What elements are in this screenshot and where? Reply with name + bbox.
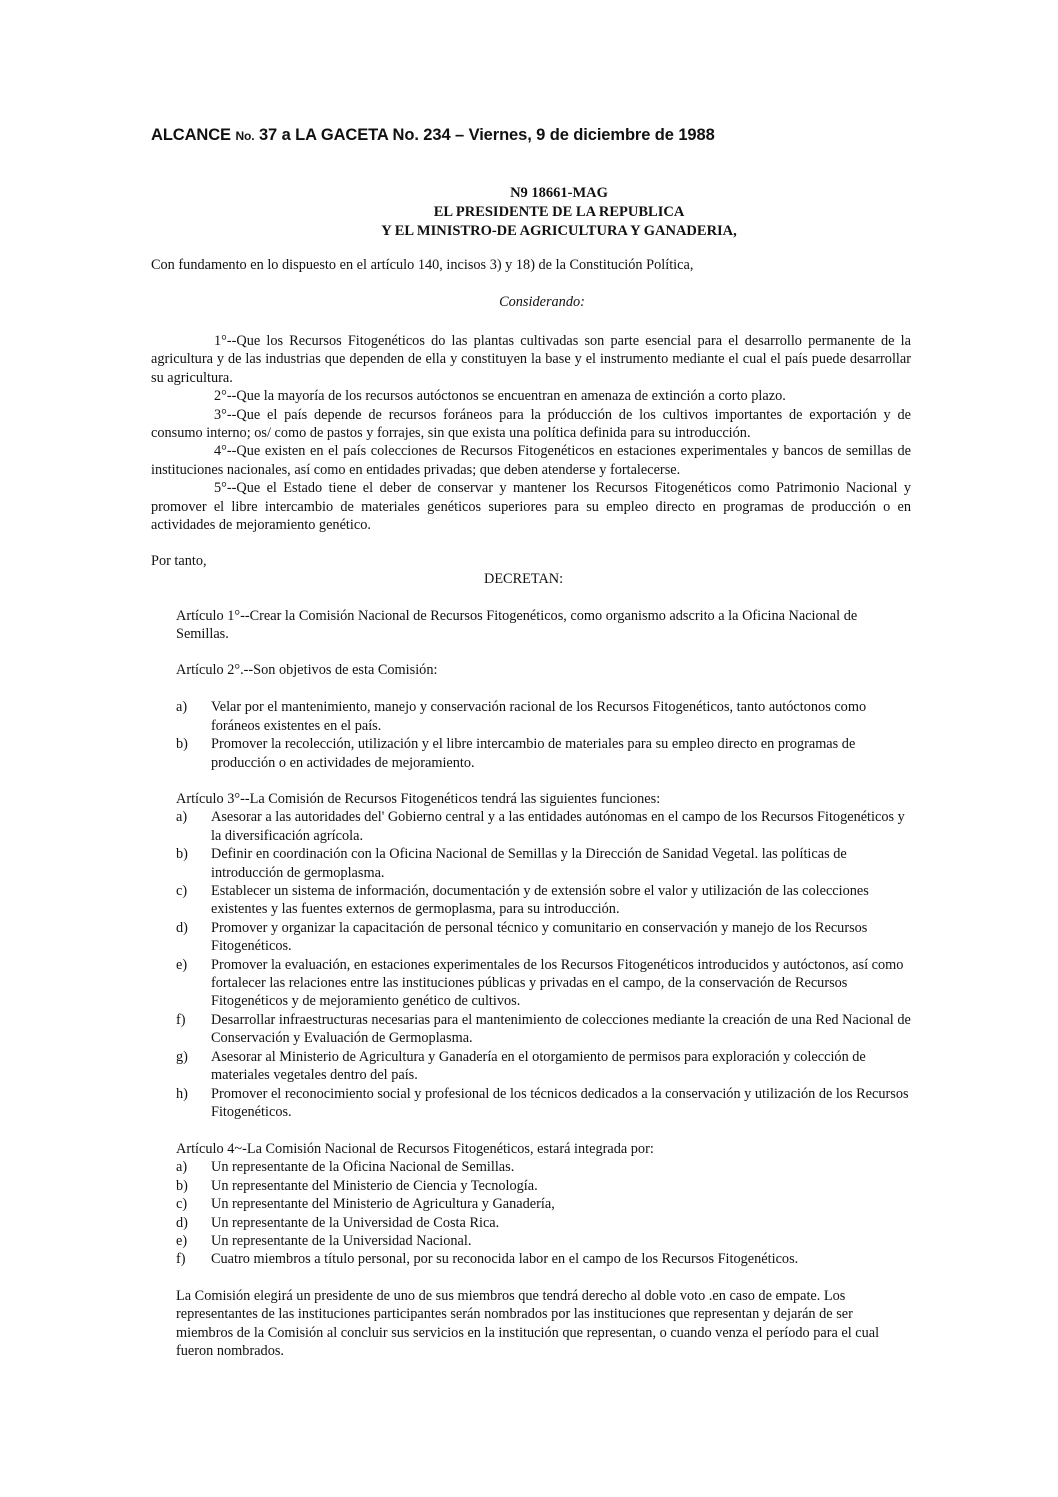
list-item-label: b) (176, 846, 188, 863)
list-item (176, 1158, 911, 1176)
list-item-label: a) (176, 1159, 188, 1176)
considerandos-section (151, 332, 911, 534)
list-item (176, 1232, 911, 1250)
list-item-label: c) (176, 1196, 188, 1213)
considerando-5: 5°--Que el Estado tiene el deber de conservar y mantener los Recursos Fitogenéticos como Patrimonio Nacional y promover el libre intercambio de materiales genéticos superiores para su empleo directo en programas de producción o en actividades de mejoramiento genético. (151, 480, 911, 534)
header-no-abbrev: No. (235, 129, 255, 143)
list-item (176, 845, 911, 882)
cierre-paragraph (176, 1287, 911, 1361)
list-item-label: e) (176, 956, 188, 973)
decree-title (0, 184, 1058, 241)
list-item-label: b) (176, 1177, 188, 1194)
considerando-4: 4°--Que existen en el país colecciones de Recursos Fitogenéticos en estaciones experimentales y bancos de semillas de instituciones nacionales, así como en entidades privadas; que deben atenderse y fortalecerse. (151, 443, 911, 478)
list-item (176, 1177, 911, 1195)
list-item-text: Un representante del Ministerio de Ciencia y Tecnología. (211, 1177, 538, 1194)
list-item-text: Promover y organizar la capacitación de personal técnico y comunitario en conservación y manejo de los Recursos Fitogenéticos. (211, 919, 868, 955)
decretan: DECRETAN: (484, 571, 564, 587)
list-item (176, 1214, 911, 1232)
articulo-3-intro: Artículo 3°--La Comisión de Recursos Fitogenéticos tendrá las siguientes funciones: (176, 791, 661, 807)
list-item (176, 808, 911, 845)
list-item-text: Un representante de la Universidad de Costa Rica. (211, 1214, 500, 1231)
list-item-label: c) (176, 883, 188, 900)
list-item (176, 1195, 911, 1213)
list-item (176, 1011, 911, 1048)
list-item-text: Un representante de la Universidad Nacional. (211, 1233, 472, 1250)
considerando-3: 3°--Que el país depende de recursos foráneos para la próducción de los cultivos importantes de exportación y de consumo interno; os/ como de pastos y forrajes, sin que exista una política definida para su introducción. (151, 406, 911, 442)
considerando-heading (0, 293, 1058, 311)
list-item (176, 1085, 911, 1122)
articulo-3 (176, 790, 911, 1121)
list-item-text: Establecer un sistema de información, documentación y de extensión sobre el valor y utilización de las colecciones existentes y las fuentes externos de germoplasma, para su introducción. (211, 883, 869, 918)
list-item-label: d) (176, 919, 188, 936)
list-item-text: Promover el reconocimiento social y profesional de los técnicos dedicados a la conservación y utilización de los Recursos Fitogenéticos. (211, 1085, 909, 1120)
decree-number: N9 18661-MAG (510, 185, 608, 201)
list-item-label: g) (176, 1048, 188, 1065)
articulo-4-list (176, 1158, 911, 1268)
por-tanto: Por tanto, (151, 553, 207, 569)
list-item (176, 882, 911, 919)
list-item-label: d) (176, 1214, 188, 1231)
list-item-label: e) (176, 1233, 188, 1250)
list-item-label: h) (176, 1085, 188, 1102)
articulo-1-text: Artículo 1°--Crear la Comisión Nacional de Recursos Fitogenéticos, como organismo adscrito a la Oficina Nacional de Semillas. (176, 608, 858, 643)
cierre-text: La Comisión elegirá un presidente de uno de sus miembros que tendrá derecho al doble voto .en caso de empate. Los representantes de las instituciones participantes serán nombrados por las instituciones que representan y dejarán de ser miembros de la Comisión al concluir sus servicios en la institución que representan, o cuando venza el período para el cual fueron nombrados. (176, 1288, 880, 1360)
list-item-label: f) (176, 1251, 186, 1268)
list-item-text: Definir en coordinación con la Oficina Nacional de Semillas y la Dirección de Sanidad Vegetal. las políticas de introducción de germoplasma. (211, 846, 847, 881)
considerando-1: 1°--Que los Recursos Fitogenéticos do las plantas cultivadas son parte esencial para el desarrollo permanente de la agricultura y de las industrias que dependen de ella y constituyen la base y el instrumento mediante el cual el país puede desarrollar su agricultura. (151, 333, 911, 386)
fundamento-text: Con fundamento en lo dispuesto en el artículo 140, incisos 3) y 18) de la Constitución Política, (151, 257, 694, 273)
list-item (176, 956, 911, 1011)
articulo-4-intro: Artículo 4~-La Comisión Nacional de Recursos Fitogenéticos, estará integrada por: (176, 1141, 654, 1157)
header-part1: ALCANCE (151, 126, 236, 144)
list-item-text: Desarrollar infraestructuras necesarias para el mantenimiento de colecciones mediante la creación de una Red Nacional de Conservación y Evaluación de Germoplasma. (211, 1011, 911, 1047)
list-item-text: Cuatro miembros a título personal, por su reconocida labor en el campo de los Recursos Fitogenéticos. (211, 1251, 799, 1268)
considerando-heading-text: Considerando: (499, 294, 585, 310)
list-item (176, 1250, 911, 1268)
gazette-header (151, 126, 715, 145)
list-item-text: Asesorar a las autoridades del' Gobierno central y a las entidades autónomas en el campo de los Recursos Fitogenéticos y la diversificación agrícola. (211, 809, 905, 844)
articulo-4 (176, 1140, 911, 1269)
list-item-label: f) (176, 1011, 186, 1028)
list-item-label: a) (176, 809, 188, 826)
considerando-2: 2°--Que la mayoría de los recursos autóctonos se encuentran en amenaza de extinción a corto plazo. (214, 388, 786, 405)
list-item (176, 1048, 911, 1085)
decree-title-line2: EL PRESIDENTE DE LA REPUBLICA (433, 204, 685, 220)
list-item-text: Asesorar al Ministerio de Agricultura y Ganadería en el otorgamiento de permisos para exploración y colección de materiales vegetales dentro del país. (211, 1048, 866, 1084)
decree-title-line3: Y EL MINISTRO-DE AGRICULTURA Y GANADERIA, (381, 223, 737, 239)
articulo-2-list (176, 698, 911, 772)
list-item (176, 698, 911, 735)
list-item-text: Un representante del Ministerio de Agricultura y Ganadería, (211, 1196, 555, 1213)
articulo-2-intro: Artículo 2°.--Son objetivos de esta Comisión: (176, 662, 438, 678)
articulo-1 (176, 607, 911, 644)
list-item (176, 919, 911, 956)
list-item (176, 735, 911, 772)
header-part2: 37 a LA GACETA No. 234 – Viernes, 9 de diciembre de 1988 (254, 126, 715, 144)
articulo-3-list (176, 808, 911, 1121)
list-item-text: Velar por el mantenimiento, manejo y conservación racional de los Recursos Fitogenéticos, tanto autóctonos como foráneos existentes en el país. (211, 699, 867, 734)
list-item-text: Promover la evaluación, en estaciones experimentales de los Recursos Fitogenéticos introducidos y autóctonos, así como fortalecer las relaciones entre las instituciones públicas y privadas en el campo, de la conservación de Recursos Fitogenéticos y de mejoramiento genético de cultivos. (211, 956, 904, 1010)
list-item-text: Promover la recolección, utilización y el libre intercambio de materiales para su empleo directo en programas de producción o en actividades de mejoramiento. (211, 736, 856, 771)
list-item-label: a) (176, 699, 188, 716)
list-item-label: b) (176, 736, 188, 753)
list-item-text: Un representante de la Oficina Nacional de Semillas. (211, 1159, 515, 1176)
articulo-2 (176, 661, 911, 772)
